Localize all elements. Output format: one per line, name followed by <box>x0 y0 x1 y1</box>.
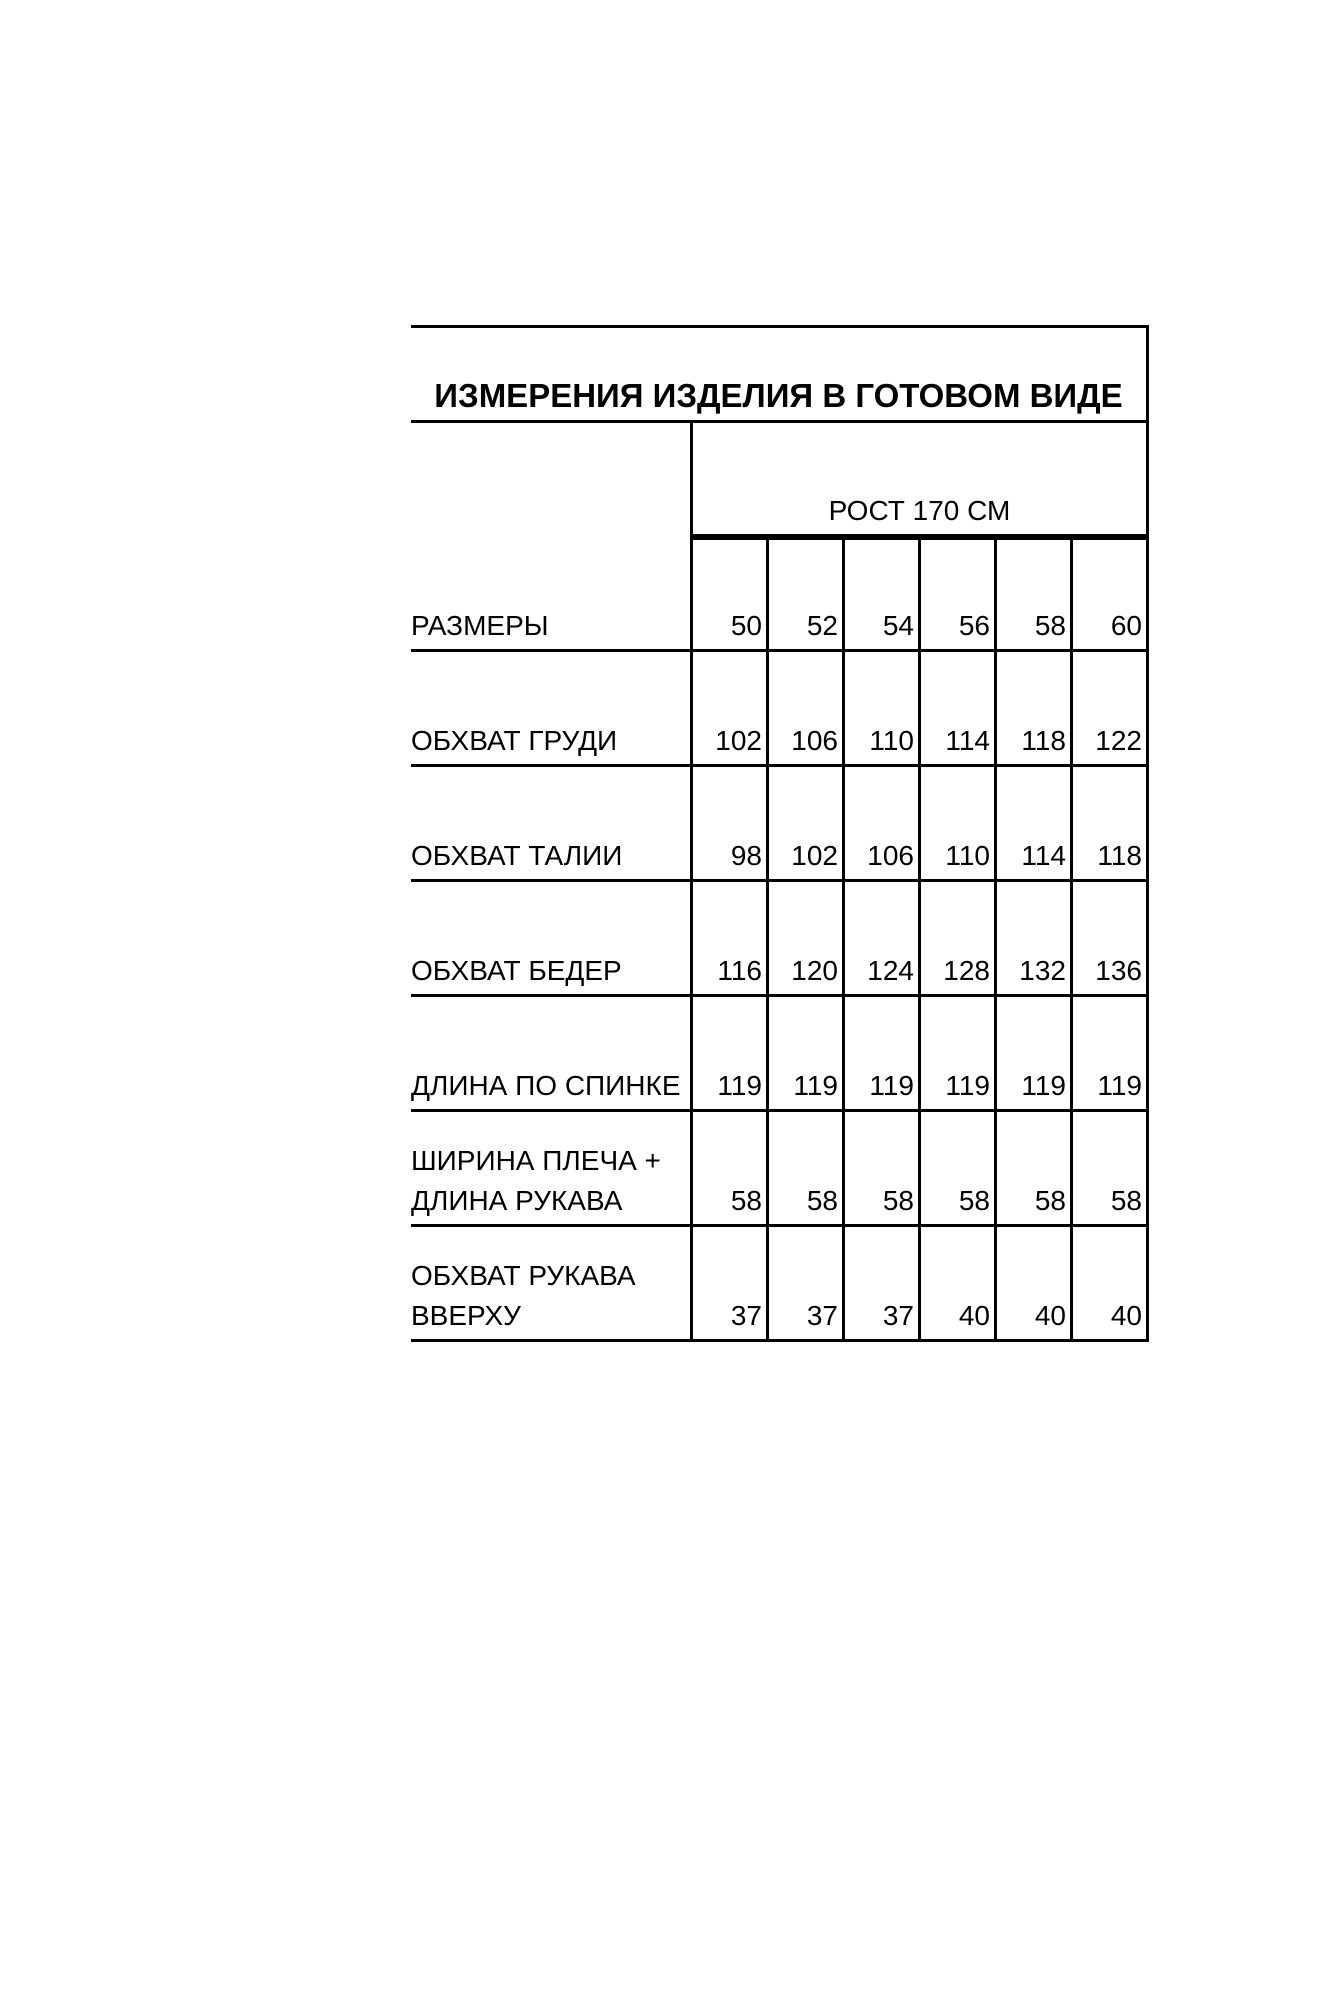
measure-value: 102 <box>769 767 845 882</box>
measure-value: 119 <box>997 997 1073 1112</box>
measure-value: 106 <box>845 767 921 882</box>
measure-value: 114 <box>921 652 997 767</box>
table-title: ИЗМЕРЕНИЯ ИЗДЕЛИЯ В ГОТОВОМ ВИДЕ <box>434 377 1123 414</box>
measure-value: 114 <box>997 767 1073 882</box>
measure-value: 58 <box>1073 1112 1149 1227</box>
measure-value: 132 <box>997 882 1073 997</box>
size-value: 52 <box>769 537 845 652</box>
measure-value: 119 <box>693 997 769 1112</box>
size-value: 58 <box>997 537 1073 652</box>
measure-value: 98 <box>693 767 769 882</box>
measure-label: ШИРИНА ПЛЕЧА + ДЛИНА РУКАВА <box>411 1112 693 1227</box>
table-title-row <box>411 325 1149 423</box>
measure-value: 116 <box>693 882 769 997</box>
measure-value: 40 <box>997 1227 1073 1342</box>
measure-value: 58 <box>693 1112 769 1227</box>
measure-label: ДЛИНА ПО СПИНКЕ <box>411 997 693 1112</box>
table-grid <box>411 423 1149 1342</box>
measure-value: 119 <box>921 997 997 1112</box>
measure-value: 106 <box>769 652 845 767</box>
measure-value: 136 <box>1073 882 1149 997</box>
measure-value: 102 <box>693 652 769 767</box>
measure-value: 119 <box>769 997 845 1112</box>
sizes-label: РАЗМЕРЫ <box>411 537 693 652</box>
size-value: 60 <box>1073 537 1149 652</box>
measure-value: 118 <box>997 652 1073 767</box>
measure-value: 124 <box>845 882 921 997</box>
measure-value: 122 <box>1073 652 1149 767</box>
size-table <box>411 325 1149 1342</box>
size-value: 50 <box>693 537 769 652</box>
measure-value: 118 <box>1073 767 1149 882</box>
measure-value: 120 <box>769 882 845 997</box>
measure-value: 119 <box>845 997 921 1112</box>
size-value: 56 <box>921 537 997 652</box>
measure-label: ОБХВАТ ГРУДИ <box>411 652 693 767</box>
measure-value: 128 <box>921 882 997 997</box>
measure-value: 37 <box>845 1227 921 1342</box>
measure-value: 58 <box>769 1112 845 1227</box>
measure-label: ОБХВАТ РУКАВА ВВЕРХУ <box>411 1227 693 1342</box>
measure-value: 110 <box>921 767 997 882</box>
measure-value: 110 <box>845 652 921 767</box>
measure-label: ОБХВАТ ТАЛИИ <box>411 767 693 882</box>
height-label: РОСТ 170 СМ <box>693 423 1149 537</box>
size-value: 54 <box>845 537 921 652</box>
header-blank-cell <box>411 423 693 537</box>
measure-value: 40 <box>1073 1227 1149 1342</box>
measure-value: 37 <box>769 1227 845 1342</box>
measure-value: 58 <box>845 1112 921 1227</box>
measure-label: ОБХВАТ БЕДЕР <box>411 882 693 997</box>
measure-value: 119 <box>1073 997 1149 1112</box>
measure-value: 58 <box>997 1112 1073 1227</box>
measure-value: 37 <box>693 1227 769 1342</box>
measure-value: 58 <box>921 1112 997 1227</box>
measure-value: 40 <box>921 1227 997 1342</box>
